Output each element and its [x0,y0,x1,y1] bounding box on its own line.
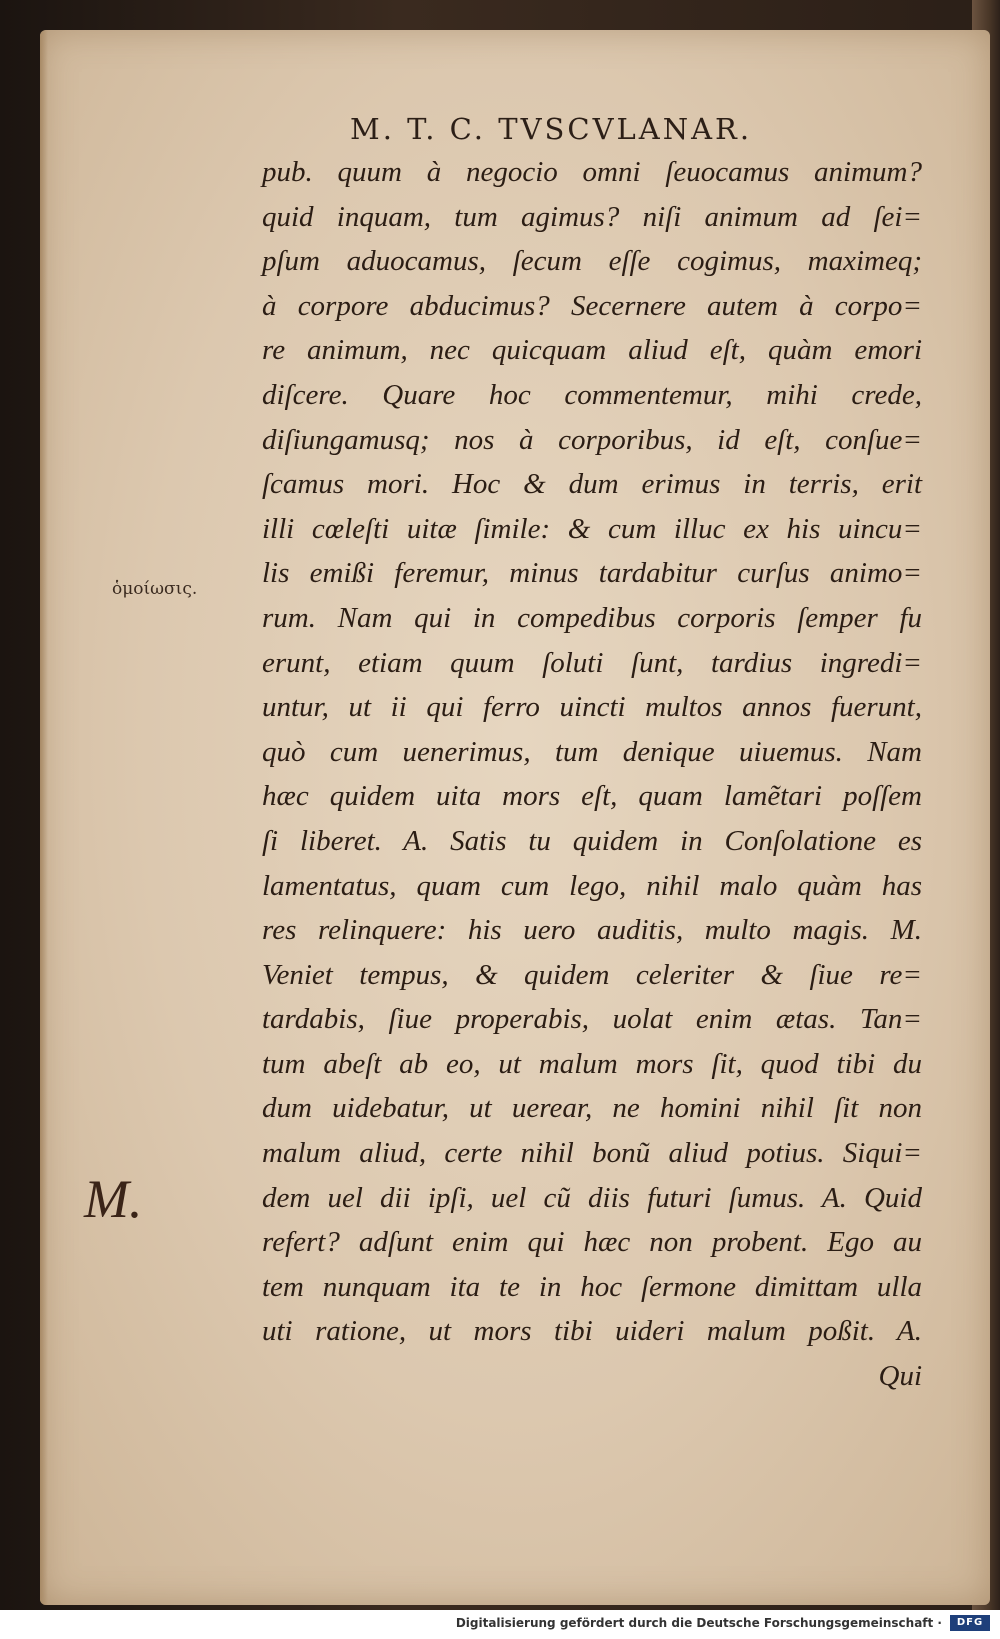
text-line: diſcere. Quare hoc commentemur, mihi crede, [262,378,922,411]
text-line: à corpore abducimus? Secernere autem à corpo= [262,289,922,322]
text-line: illi cœleſti uitæ ſimile: & cum illuc ex his uincu= [262,512,922,545]
dfg-logo: DFG [950,1615,990,1631]
text-line: malum aliud, certe nihil bonũ aliud potius. Siqui= [262,1137,922,1170]
text-line: pub. quum à negocio omni ſeuocamus animum? [262,156,922,188]
text-line: ſcamus mori. Hoc & dum erimus in terris, erit [262,468,922,501]
text-line: re animum, nec quicquam aliud eſt, quàm emori [262,334,922,367]
text-line: rum. Nam qui in compedibus corporis ſemper fu [262,601,922,634]
text-line: tardabis, ſiue properabis, uolat enim ætas. Tan= [262,1003,922,1036]
text-line: tum abeſt ab eo, ut malum mors ſit, quod tibi du [262,1047,922,1080]
catchword: Qui [878,1360,922,1393]
body-text [262,150,922,1399]
text-line: refert? adſunt enim qui hæc non probent. Ego au [262,1226,922,1259]
text-line: quò cum uenerimus, tum denique uiuemus. Nam [262,735,922,768]
text-line: pſum aduocamus, ſecum eſſe cogimus, maximeq; [262,245,922,278]
text-line: hæc quidem uita mors eſt, quam lamẽtari poſſem [262,780,922,813]
marginal-greek-note: ὁμοίωσις. [112,579,198,599]
text-line: diſiungamusq; nos à corporibus, id eſt, conſue= [262,423,922,456]
marginal-handwritten-mark: M. [84,1169,143,1229]
text-line: lamentatus, quam cum lego, nihil malo quàm has [262,869,922,902]
text-line: erunt, etiam quum ſoluti ſunt, tardius ingredi= [262,646,922,679]
text-line: untur, ut ii qui ferro uincti multos annos fuerunt, [262,691,922,724]
text-line: quid inquam, tum agimus? niſi animum ad ſei= [262,200,922,233]
text-line: Veniet tempus, & quidem celeriter & ſiue re= [262,958,922,991]
text-line: res relinquere: his uero auditis, multo magis. M. [262,914,922,947]
footer-credit: Digitalisierung gefördert durch die Deutsche Forschungsgemeinschaft · [455,1616,942,1630]
text-line: uti ratione, ut mors tibi uideri malum poßit. A. [262,1315,922,1348]
text-line: ſi liberet. A. Satis tu quidem in Conſolatione es [262,824,922,857]
text-line: lis emißi feremur, minus tardabitur curſus animo= [262,557,922,590]
running-head: M. T. C. TVSCVLANAR. [350,112,753,146]
page-gutter-shadow [40,30,48,1605]
text-line: dem uel dii ipſi, uel cũ diis futuri ſumus. A. Quid [262,1181,922,1214]
text-line: dum uidebatur, ut uerear, ne homini nihil ſit non [262,1092,922,1125]
text-line: tem nunquam ita te in hoc ſermone dimittam ulla [262,1270,922,1303]
